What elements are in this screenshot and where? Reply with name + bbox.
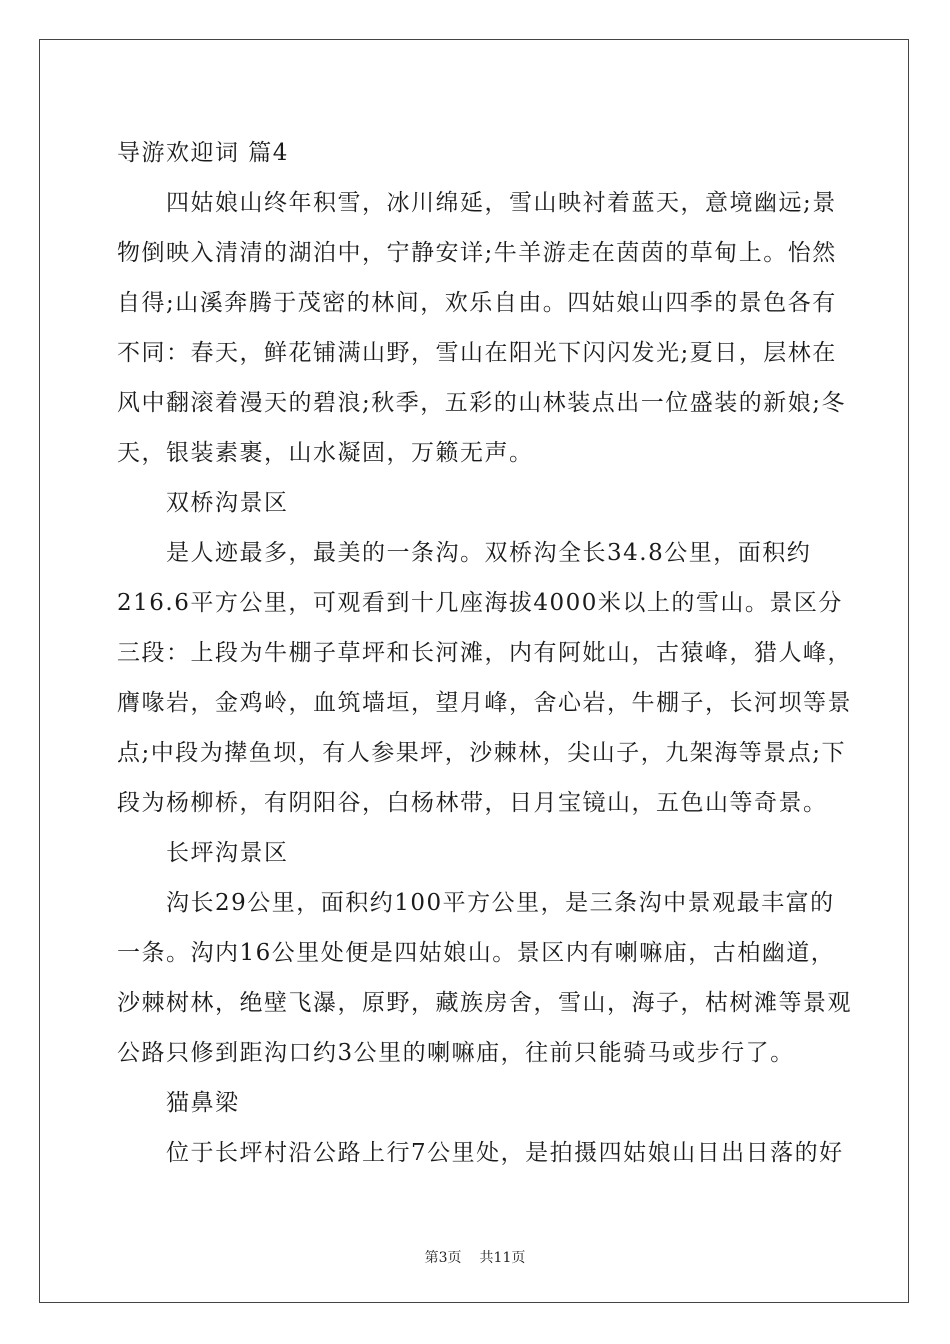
- paragraph-line: 段为杨柳桥，有阴阳谷，白杨林带，日月宝镜山，五色山等奇景。: [117, 790, 828, 816]
- paragraph-line: 216.6平方公里，可观看到十几座海拔4000米以上的雪山。景区分: [117, 590, 843, 616]
- paragraph-line: 是人迹最多，最美的一条沟。双桥沟全长34.8公里，面积约: [166, 540, 812, 566]
- paragraph-line: 位于长坪村沿公路上行7公里处，是拍摄四姑娘山日出日落的好: [166, 1140, 844, 1166]
- page-number: 第3页: [424, 1250, 462, 1266]
- paragraph-line: 不同：春天，鲜花铺满山野，雪山在阳光下闪闪发光;夏日，层林在: [117, 340, 837, 366]
- page-total: 共11页: [479, 1250, 526, 1266]
- page-footer: [0, 1247, 950, 1267]
- paragraph-line: 天，银装素裹，山水凝固，万籁无声。: [117, 440, 534, 466]
- section-heading: 长坪沟景区: [166, 840, 289, 866]
- paragraph-line: 四姑娘山终年积雪，冰川绵延，雪山映衬着蓝天，意境幽远;景: [166, 190, 837, 216]
- section-heading: 猫鼻梁: [166, 1090, 240, 1116]
- document-title: 导游欢迎词 篇4: [117, 140, 289, 166]
- section-heading: 双桥沟景区: [166, 490, 289, 516]
- paragraph-line: 物倒映入清清的湖泊中，宁静安详;牛羊游走在茵茵的草甸上。怡然: [117, 240, 837, 266]
- paragraph-line: 一条。沟内16公里处便是四姑娘山。景区内有喇嘛庙，古柏幽道，: [117, 940, 836, 966]
- paragraph-line: 公路只修到距沟口约3公里的喇嘛庙，往前只能骑马或步行了。: [117, 1040, 795, 1066]
- paragraph-line: 膺喙岩，金鸡岭，血筑墙垣，望月峰，舍心岩，牛棚子，长河坝等景: [117, 690, 852, 716]
- paragraph-line: 沙棘树林，绝壁飞瀑，原野，藏族房舍，雪山，海子，枯树滩等景观: [117, 990, 852, 1016]
- paragraph-line: 沟长29公里，面积约100平方公里，是三条沟中景观最丰富的: [166, 890, 835, 916]
- paragraph-line: 自得;山溪奔腾于茂密的林间，欢乐自由。四姑娘山四季的景色各有: [117, 290, 837, 316]
- document-body: [117, 128, 852, 1178]
- paragraph-line: 点;中段为撵鱼坝，有人参果坪，沙棘林，尖山子，九架海等景点;下: [117, 740, 846, 766]
- paragraph-line: 风中翻滚着漫天的碧浪;秋季，五彩的山林装点出一位盛装的新娘;冬: [117, 390, 846, 416]
- paragraph-line: 三段：上段为牛棚子草坪和长河滩，内有阿妣山，古猿峰，猎人峰，: [117, 640, 852, 666]
